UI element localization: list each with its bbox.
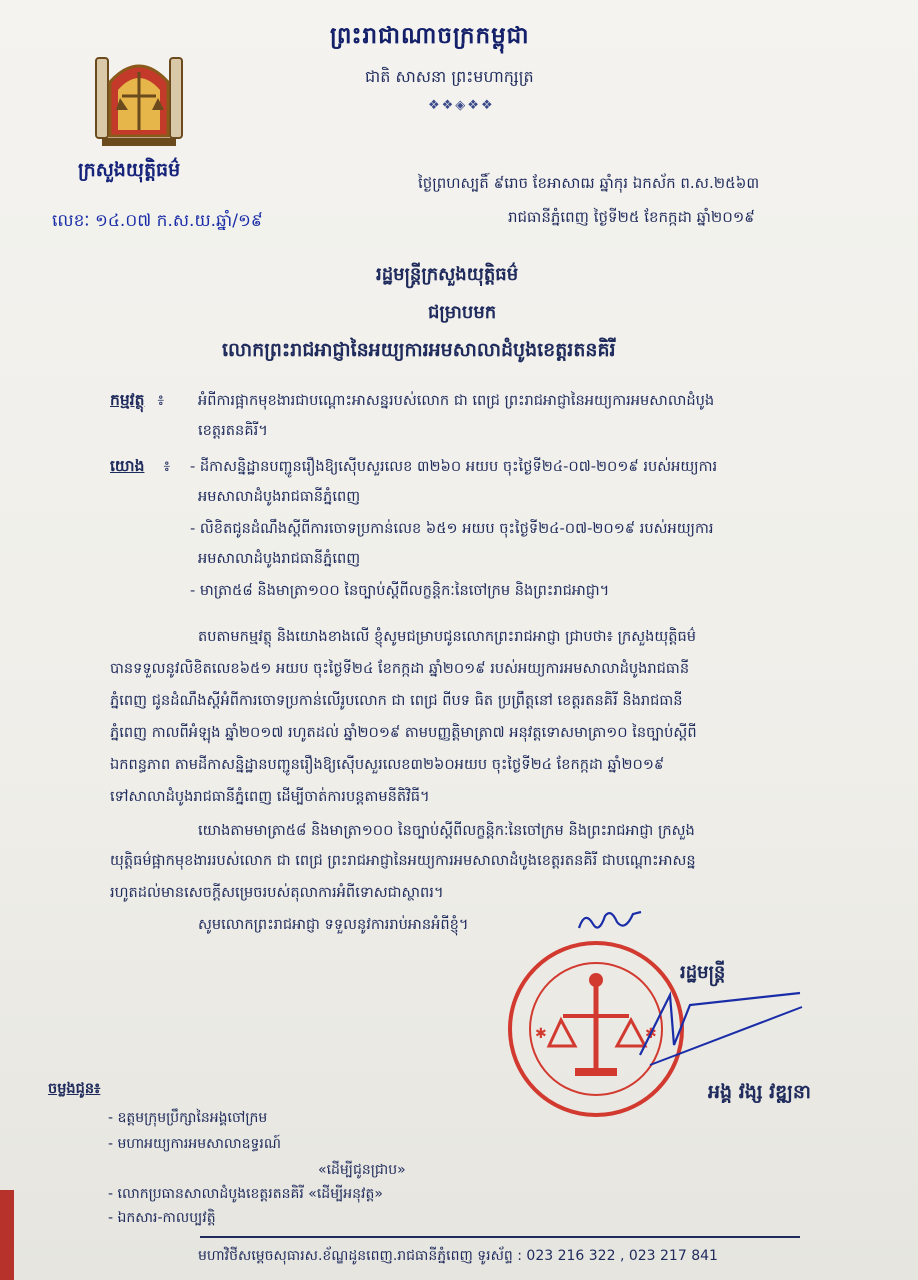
body-p1-line-3: ភ្នំពេញ ជូនដំណឹងស្តីអំពីការចោទប្រកាន់លើរូបលោក ជា ពេជ្រ ពីបទ ធិត ប្រព្រឹត្តនៅ ខេត្តរតនគិរី និងរាជធានី <box>110 692 683 709</box>
body-p1-line-5: ឯកពន្ធភាព តាមដីកាសន្និដ្ឋានបញ្ជូនរឿងឱ្យស៊ើបសួរលេខ៣២៦០អយប ចុះថ្ងៃទី២៤ ខែកក្កដា ឆ្នាំ២០១៩ <box>110 756 665 773</box>
signatory-name: អង្គ វង្ស វឌ្ឍនា <box>708 1081 811 1103</box>
initials-signature-icon <box>575 906 645 936</box>
copies-heading: ចម្លងជូន៖ <box>48 1081 101 1097</box>
subject-separator: ៖ <box>157 391 165 409</box>
reference-item-2-line-2: អមសាលាដំបូងរាជធានីភ្នំពេញ <box>198 550 361 567</box>
copy-item-3: - លោកប្រធានសាលាដំបូងខេត្តរតនគិរី «ដើម្បីអនុវត្ត» <box>108 1186 383 1202</box>
background-edge <box>0 1190 14 1280</box>
body-p1-line-1: តបតាមកម្មវត្ថុ និងយោងខាងលើ ខ្ញុំសូមជម្រាបជូនលោកព្រះរាជអាជ្ញា ជ្រាបថា៖ ក្រសួងយុត្តិធម៌ <box>198 628 697 645</box>
recipient-title: លោកព្រះរាជអាជ្ញានៃអយ្យការអមសាលាដំបូងខេត្តរតនគិរី <box>222 339 616 361</box>
copy-item-1: - ឧត្តមក្រុមប្រឹក្សានៃអង្គចៅក្រម <box>108 1110 268 1126</box>
copy-item-4: - ឯកសារ-កាលប្បវត្តិ <box>108 1210 216 1226</box>
body-p2-line-3: រហូតដល់មានសេចក្តីសម្រេចរបស់តុលាការអំពីទោសជាស្ថាពរ។ <box>110 884 444 901</box>
subject-row <box>110 390 164 413</box>
signatory-title: រដ្ឋមន្ត្រី <box>680 962 726 983</box>
closing-line: សូមលោកព្រះរាជអាជ្ញា ទទួលនូវការរាប់អានអំពីខ្ញុំ។ <box>198 916 469 933</box>
lunar-date: ថ្ងៃព្រហស្បតិ៍ ៩រោច ខែអាសាឍ ឆ្នាំកុរ ឯកស័ក ព.ស.២៥៦៣ <box>418 174 760 192</box>
reference-item-2-line-1: - លិខិតជូនដំណឹងស្តីពីការចោទប្រកាន់លេខ ៦៥១ អយប ចុះថ្ងៃទី២៤-០៧-២០១៩ របស់អយ្យការ <box>190 520 714 537</box>
reference-number: លេខៈ ១៤.០៧ ក.ស.យ.ឆ្នាំ/១៩ <box>52 211 263 231</box>
reference-item-1-line-2: អមសាលាដំបូងរាជធានីភ្នំពេញ <box>198 488 361 505</box>
signature-stroke-icon <box>630 985 805 1075</box>
svg-text:✱: ✱ <box>645 1026 657 1042</box>
body-p1-line-4: ភ្នំពេញ កាលពីអំឡុង ឆ្នាំ២០១៧ រហូតដល់ ឆ្នាំ២០១៩ តាមបញ្ញត្តិមាត្រា៧ អនុវត្តទោសមាត្រា១០ នៃច្បាប់ស្តីពី <box>110 724 697 741</box>
copy-item-2: - មហាអយ្យការអមសាលាឧទ្ធរណ៍ <box>108 1136 281 1152</box>
solar-date: រាជធានីភ្នំពេញ ថ្ងៃទី២៥ ខែកក្កដា ឆ្នាំ២០១៩ <box>508 208 755 226</box>
body-p2-line-2: យុត្តិធម៌ផ្អាកមុខងាររបស់លោក ជា ពេជ្រ ព្រះរាជអាជ្ញានៃអយ្យការអមសាលាដំបូងខេត្តរតនគិរី ជាបណ្តោះអាសន្ន <box>110 852 696 869</box>
ministry-emblem-icon <box>90 52 188 152</box>
motto-ornament: ❖❖◈❖❖ <box>428 98 495 113</box>
salutation: ជម្រាបមក <box>428 302 497 323</box>
copy-item-note: «ដើម្បីជូនជ្រាប» <box>318 1162 406 1178</box>
subject-label: កម្មវត្ថុ <box>110 391 145 409</box>
body-p2-line-1: យោងតាមមាត្រា៥៨ និងមាត្រា១០០ នៃច្បាប់ស្តីពីលក្ខន្តិកៈនៃចៅក្រម និងព្រះរាជអាជ្ញា ក្រសួង <box>198 822 695 839</box>
reference-item-3-line-1: - មាត្រា៥៨ និងមាត្រា១០០ នៃច្បាប់ស្តីពីលក្ខន្តិកៈនៃចៅក្រម និងព្រះរាជអាជ្ញា។ <box>190 582 610 599</box>
kingdom-header: ព្រះរាជាណាចក្រកម្ពុជា <box>330 23 530 49</box>
footer-divider <box>200 1236 800 1238</box>
reference-separator: ៖ <box>163 457 171 475</box>
body-p1-line-6: ទៅសាលាដំបូងរាជធានីភ្នំពេញ ដើម្បីចាត់ការបន្តតាមនីតិវិធី។ <box>110 788 430 805</box>
subject-text-2: ខេត្តរតនគិរី។ <box>198 422 268 439</box>
sender-title: រដ្ឋមន្ត្រីក្រសួងយុត្តិធម៌ <box>376 264 519 285</box>
subject-text-1: អំពីការផ្អាកមុខងារជាបណ្តោះអាសន្នរបស់លោក ជា ពេជ្រ ព្រះរាជអាជ្ញានៃអយ្យការអមសាលាដំបូង <box>198 392 715 409</box>
footer-address: មហាវិថីសម្តេចសុធារស.ខ័ណ្ឌដូនពេញ.រាជធានីភ្នំពេញ ទូរស័ព្ទ : 023 216 322 , 023 217 841 <box>198 1248 718 1264</box>
national-motto: ជាតិ សាសនា ព្រះមហាក្សត្រ <box>365 67 534 86</box>
reference-row <box>110 456 170 479</box>
reference-label: យោង <box>110 457 145 475</box>
body-p1-line-2: បានទទួលនូវលិខិតលេខ៦៥១ អយប ចុះថ្ងៃទី២៤ ខែកក្កដា ឆ្នាំ២០១៩ របស់អយ្យការអមសាលាដំបូងរាជធានី <box>110 660 690 677</box>
svg-text:✱: ✱ <box>535 1026 547 1042</box>
ministry-name: ក្រសួងយុត្តិធម៌ <box>78 159 181 181</box>
reference-item-1-line-1: - ដីកាសន្និដ្ឋានបញ្ជូនរឿងឱ្យស៊ើបសួរលេខ ៣២៦០ អយប ចុះថ្ងៃទី២៤-០៧-២០១៩ របស់អយ្យការ <box>190 458 718 475</box>
